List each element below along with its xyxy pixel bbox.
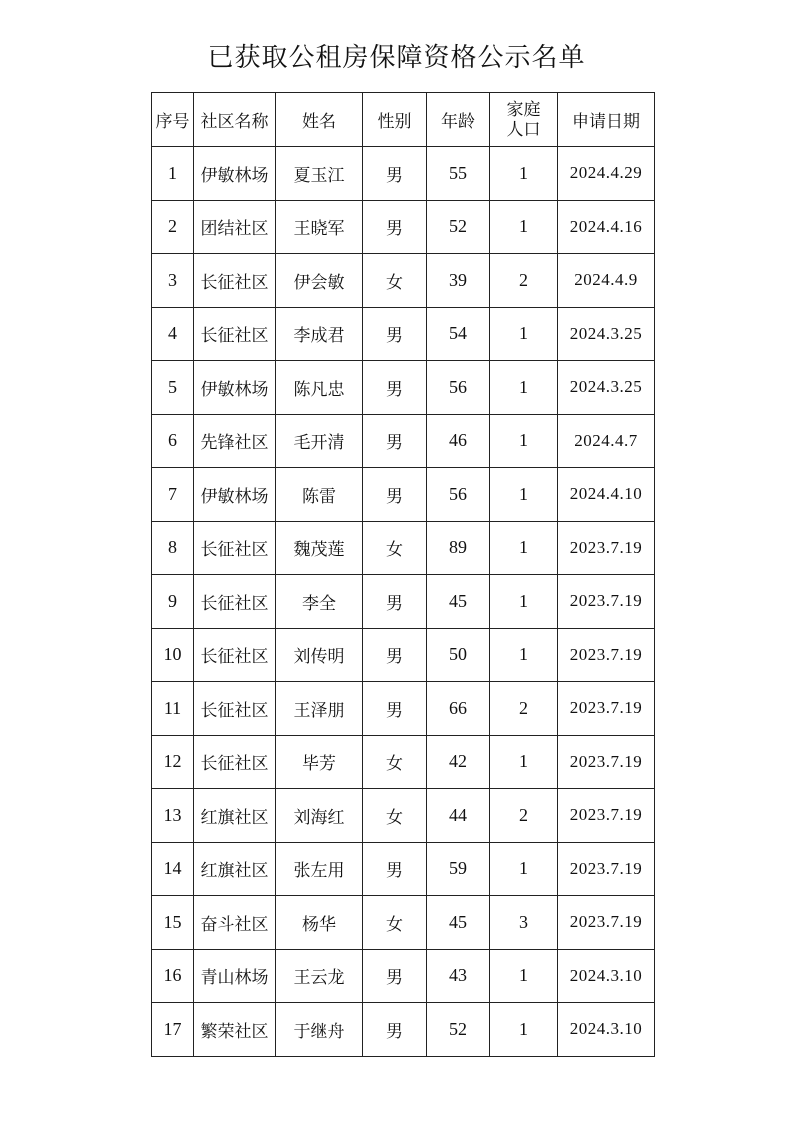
cell-age: 45 [427, 896, 490, 950]
cell-community: 红旗社区 [194, 789, 276, 843]
cell-gender: 男 [363, 1003, 427, 1057]
cell-gender: 女 [363, 896, 427, 950]
cell-gender: 男 [363, 682, 427, 736]
cell-seq: 5 [152, 361, 194, 415]
cell-age: 42 [427, 735, 490, 789]
cell-seq: 13 [152, 789, 194, 843]
cell-household: 1 [490, 949, 558, 1003]
cell-name: 陈凡忠 [276, 361, 363, 415]
table-row [152, 896, 655, 950]
cell-gender: 男 [363, 468, 427, 522]
cell-household: 1 [490, 307, 558, 361]
cell-community: 团结社区 [194, 200, 276, 254]
cell-household: 1 [490, 468, 558, 522]
table-row [152, 200, 655, 254]
cell-gender: 男 [363, 147, 427, 201]
cell-seq: 11 [152, 682, 194, 736]
cell-age: 50 [427, 628, 490, 682]
cell-date: 2023.7.19 [558, 735, 655, 789]
cell-gender: 男 [363, 200, 427, 254]
table-row [152, 842, 655, 896]
cell-date: 2023.7.19 [558, 521, 655, 575]
cell-date: 2024.4.10 [558, 468, 655, 522]
cell-seq: 17 [152, 1003, 194, 1057]
cell-household: 1 [490, 414, 558, 468]
cell-seq: 8 [152, 521, 194, 575]
header-gender: 性别 [363, 93, 427, 147]
cell-name: 王云龙 [276, 949, 363, 1003]
cell-seq: 1 [152, 147, 194, 201]
cell-name: 毛开清 [276, 414, 363, 468]
cell-name: 魏茂莲 [276, 521, 363, 575]
cell-name: 王晓军 [276, 200, 363, 254]
cell-gender: 女 [363, 254, 427, 308]
header-name: 姓名 [276, 93, 363, 147]
cell-date: 2024.4.16 [558, 200, 655, 254]
cell-name: 张左用 [276, 842, 363, 896]
header-community: 社区名称 [194, 93, 276, 147]
cell-age: 52 [427, 200, 490, 254]
cell-age: 54 [427, 307, 490, 361]
cell-household: 1 [490, 200, 558, 254]
cell-seq: 15 [152, 896, 194, 950]
table-row [152, 254, 655, 308]
cell-seq: 10 [152, 628, 194, 682]
cell-household: 1 [490, 842, 558, 896]
cell-name: 王泽朋 [276, 682, 363, 736]
cell-gender: 男 [363, 842, 427, 896]
cell-household: 2 [490, 682, 558, 736]
cell-date: 2024.3.10 [558, 949, 655, 1003]
header-date: 申请日期 [558, 93, 655, 147]
table-row [152, 575, 655, 629]
cell-community: 红旗社区 [194, 842, 276, 896]
header-household-line1: 家庭 [506, 99, 541, 120]
table-row [152, 468, 655, 522]
cell-date: 2024.3.10 [558, 1003, 655, 1057]
cell-age: 59 [427, 842, 490, 896]
cell-name: 夏玉江 [276, 147, 363, 201]
table-row [152, 949, 655, 1003]
cell-age: 44 [427, 789, 490, 843]
cell-household: 3 [490, 896, 558, 950]
cell-date: 2023.7.19 [558, 682, 655, 736]
header-row [152, 93, 655, 147]
cell-gender: 男 [363, 414, 427, 468]
cell-gender: 男 [363, 307, 427, 361]
cell-age: 56 [427, 361, 490, 415]
table-row [152, 735, 655, 789]
cell-date: 2023.7.19 [558, 896, 655, 950]
cell-community: 伊敏林场 [194, 147, 276, 201]
cell-household: 1 [490, 147, 558, 201]
cell-age: 52 [427, 1003, 490, 1057]
cell-community: 长征社区 [194, 575, 276, 629]
table-body [152, 147, 655, 1057]
table-row [152, 521, 655, 575]
cell-community: 繁荣社区 [194, 1003, 276, 1057]
cell-household: 1 [490, 575, 558, 629]
cell-age: 45 [427, 575, 490, 629]
cell-seq: 7 [152, 468, 194, 522]
cell-community: 长征社区 [194, 682, 276, 736]
cell-household: 1 [490, 735, 558, 789]
cell-date: 2024.3.25 [558, 361, 655, 415]
table-row [152, 147, 655, 201]
table-row [152, 789, 655, 843]
cell-gender: 女 [363, 521, 427, 575]
cell-name: 伊会敏 [276, 254, 363, 308]
cell-community: 长征社区 [194, 521, 276, 575]
cell-gender: 男 [363, 361, 427, 415]
cell-gender: 男 [363, 949, 427, 1003]
cell-name: 于继舟 [276, 1003, 363, 1057]
page-title: 已获取公租房保障资格公示名单 [207, 43, 586, 73]
cell-seq: 9 [152, 575, 194, 629]
eligibility-table [151, 92, 655, 1057]
cell-seq: 14 [152, 842, 194, 896]
cell-community: 奋斗社区 [194, 896, 276, 950]
table-row [152, 628, 655, 682]
cell-household: 1 [490, 361, 558, 415]
cell-date: 2024.4.29 [558, 147, 655, 201]
cell-gender: 女 [363, 735, 427, 789]
cell-name: 杨华 [276, 896, 363, 950]
table-row [152, 1003, 655, 1057]
cell-community: 长征社区 [194, 254, 276, 308]
cell-community: 先锋社区 [194, 414, 276, 468]
cell-date: 2024.3.25 [558, 307, 655, 361]
cell-age: 89 [427, 521, 490, 575]
cell-seq: 2 [152, 200, 194, 254]
cell-age: 55 [427, 147, 490, 201]
table-row [152, 682, 655, 736]
cell-household: 1 [490, 521, 558, 575]
cell-community: 长征社区 [194, 628, 276, 682]
cell-gender: 男 [363, 628, 427, 682]
header-age: 年龄 [427, 93, 490, 147]
cell-community: 长征社区 [194, 307, 276, 361]
cell-gender: 男 [363, 575, 427, 629]
cell-age: 66 [427, 682, 490, 736]
cell-date: 2023.7.19 [558, 789, 655, 843]
cell-name: 陈雷 [276, 468, 363, 522]
cell-date: 2023.7.19 [558, 842, 655, 896]
cell-household: 2 [490, 254, 558, 308]
cell-name: 李成君 [276, 307, 363, 361]
table-row [152, 414, 655, 468]
cell-seq: 6 [152, 414, 194, 468]
header-household [490, 93, 558, 147]
cell-gender: 女 [363, 789, 427, 843]
cell-age: 43 [427, 949, 490, 1003]
cell-community: 伊敏林场 [194, 468, 276, 522]
cell-date: 2024.4.9 [558, 254, 655, 308]
cell-seq: 12 [152, 735, 194, 789]
header-seq: 序号 [152, 93, 194, 147]
cell-name: 刘传明 [276, 628, 363, 682]
cell-seq: 3 [152, 254, 194, 308]
header-household-line2: 人口 [506, 119, 541, 140]
cell-date: 2023.7.19 [558, 575, 655, 629]
cell-age: 39 [427, 254, 490, 308]
cell-age: 56 [427, 468, 490, 522]
cell-date: 2023.7.19 [558, 628, 655, 682]
cell-household: 1 [490, 628, 558, 682]
cell-name: 刘海红 [276, 789, 363, 843]
cell-date: 2024.4.7 [558, 414, 655, 468]
cell-community: 青山林场 [194, 949, 276, 1003]
table-row [152, 361, 655, 415]
cell-household: 2 [490, 789, 558, 843]
cell-name: 李全 [276, 575, 363, 629]
cell-name: 毕芳 [276, 735, 363, 789]
cell-seq: 16 [152, 949, 194, 1003]
cell-household: 1 [490, 1003, 558, 1057]
cell-community: 伊敏林场 [194, 361, 276, 415]
cell-community: 长征社区 [194, 735, 276, 789]
cell-seq: 4 [152, 307, 194, 361]
table-row [152, 307, 655, 361]
cell-age: 46 [427, 414, 490, 468]
